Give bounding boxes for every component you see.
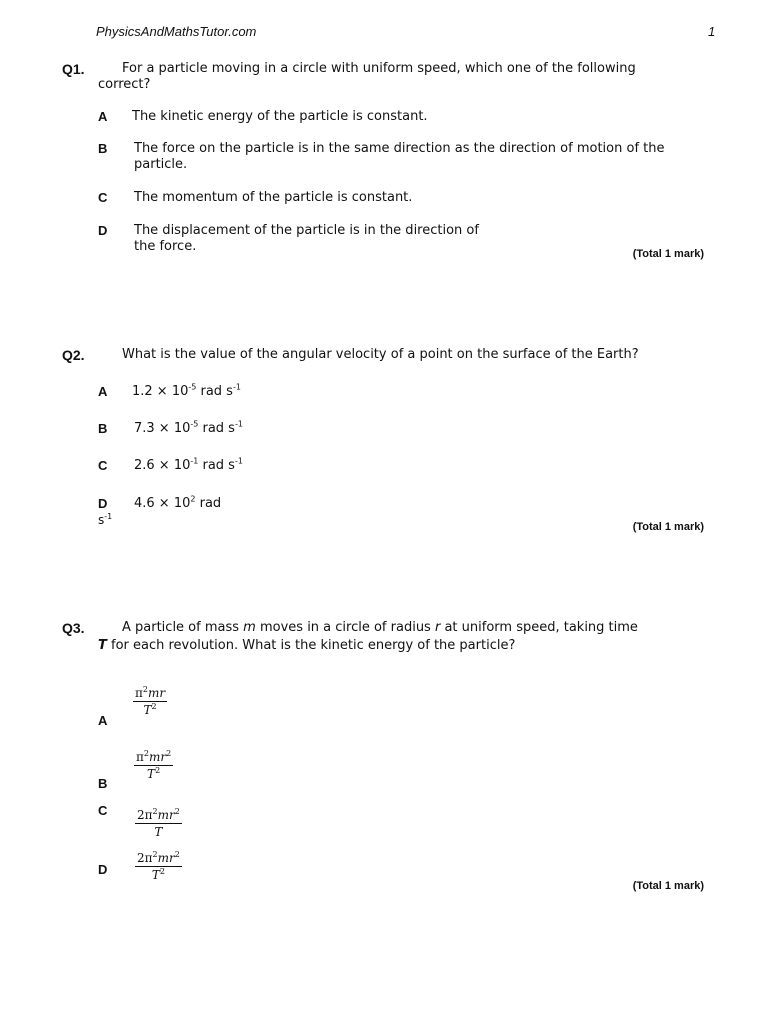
option-letter: A	[98, 109, 108, 124]
question-stem-line1: A particle of mass m moves in a circle of radius r at uniform speed, taking time	[122, 620, 638, 635]
option-letter: D	[98, 862, 108, 877]
fraction: $\frac{2\pi^2mr^2}{T}$	[137, 807, 180, 839]
question-stem-line2: T for each revolution. What is the kinetic energy of the particle?	[98, 638, 516, 653]
fraction: $\frac{2\pi^2mr^2}{T^2}$	[137, 850, 180, 882]
option-letter: D	[98, 496, 108, 511]
site-name: PhysicsAndMathsTutor.com	[96, 24, 257, 39]
option-letter: D	[98, 223, 108, 238]
option-value: $4.6 \times 10^2$ rad	[134, 494, 222, 511]
option-text: The kinetic energy of the particle is constant.	[132, 109, 428, 124]
total-marks: (Total 1 mark)	[632, 521, 704, 533]
option-letter: A	[98, 713, 108, 728]
option-text: The momentum of the particle is constant.	[134, 190, 413, 205]
fraction: $\frac{\pi^2mr^2}{T^2}$	[136, 749, 172, 781]
option-unit-wrap: $s^{-1}$	[98, 512, 113, 527]
question-number: Q1.	[62, 61, 85, 77]
question-stem: What is the value of the angular velocity of a point on the surface of the Earth?	[122, 347, 639, 362]
option-text-line1: The force on the particle is in the same direction as the direction of motion of the	[134, 141, 665, 156]
option-letter: C	[98, 803, 108, 818]
option-letter: B	[98, 141, 108, 156]
option-letter: A	[98, 384, 108, 399]
option-text-line1: The displacement of the particle is in the direction of	[134, 223, 479, 238]
question-number: Q3.	[62, 620, 85, 636]
option-value: $2.6 \times 10^{-1}$ rad $s^{-1}$	[134, 456, 243, 473]
question-stem-line1: For a particle moving in a circle with uniform speed, which one of the following	[122, 61, 636, 76]
option-text-line2: the force.	[134, 239, 197, 254]
page-number: 1	[708, 24, 716, 39]
option-letter: B	[98, 776, 108, 791]
fraction: $\frac{\pi^2mr}{T^2}$	[135, 685, 166, 717]
option-value: $1.2 \times 10^{-5}$ rad $s^{-1}$	[132, 382, 241, 399]
option-letter: C	[98, 190, 108, 205]
option-value: $7.3 \times 10^{-5}$ rad $s^{-1}$	[134, 419, 243, 436]
total-marks: (Total 1 mark)	[632, 880, 704, 892]
option-text-line2: particle.	[134, 157, 188, 172]
option-letter: B	[98, 421, 108, 436]
question-number: Q2.	[62, 347, 85, 363]
option-letter: C	[98, 458, 108, 473]
question-stem-line2: correct?	[98, 77, 151, 92]
total-marks: (Total 1 mark)	[632, 248, 704, 260]
